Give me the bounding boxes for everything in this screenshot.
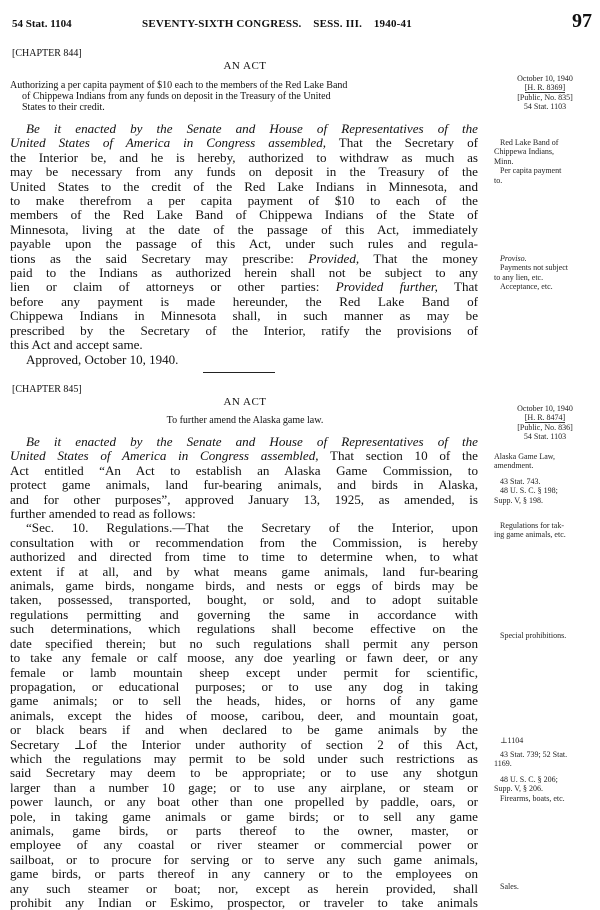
body-text: further amended to read as follows: [10,506,196,522]
body-text: game animals; or to sell the heads, hides, or horns of any game [10,693,478,709]
body-text: such determinations, which regulations shall become effective on the [10,621,478,637]
body-text: United States of America in Congress assembled, [10,448,319,464]
body-line [10,637,478,651]
margin-line: 43 Stat. 739; 52 Stat. [500,750,568,759]
body-text: That the money [359,250,478,266]
body-text: may be necessary from any funds on deposit in the Treasury of the [10,164,478,180]
chapter-844-approved: Approved, October 10, 1940. [26,352,179,367]
chapter-844-margin-note-subject [494,138,596,185]
body-text: Chippewa Indians in Minnesota shall, in such manner as may be [10,308,478,324]
purpose-line: of Chippewa Indians from any funds on deposit in the Treasury of the United [22,91,331,102]
proviso-text: Provided, [308,250,360,266]
proviso-text: Provided further, [335,279,438,295]
body-line [10,507,478,521]
body-line [10,122,478,136]
body-text: game birds, or parts thereof in any cannery or to the employees on [10,866,478,882]
body-line [10,781,478,795]
body-text: to make therefrom a per capita payment of $10 to each of the [10,193,478,209]
body-text: this Act and accept same. [10,337,143,353]
body-line [10,295,478,309]
margin-stat: 54 Stat. 1103 [523,102,567,112]
body-text: protect game animals, land fur-bearing animals, and birds in Alaska, [10,477,478,493]
chapter-845-margin-note-citations [494,477,596,505]
chapter-845-margin-note-subject [494,452,596,471]
margin-bill: [H. R. 8369] [524,83,566,93]
margin-bill: [H. R. 8474] [524,413,566,423]
body-line [10,309,478,323]
margin-stat: 54 Stat. 1103 [523,432,567,442]
body-line [10,208,478,222]
margin-date: October 10, 1940 [517,74,573,83]
body-text: larger than a number 10 gage; or to use any airplane, or steam or [10,779,478,795]
body-text: payable upon the passage of this Act, under such rules and regula- [10,236,478,252]
chapter-845-purpose: To further amend the Alaska game law. [166,415,324,426]
body-line [10,680,478,694]
chapter-845-margin-note-usc [494,775,596,803]
chapter-845-body [10,435,478,910]
body-text: That [437,279,478,295]
body-line [10,593,478,607]
body-text: members of the Red Lake Band of Chippewa Indians of the State of [10,207,478,223]
margin-line: Supp. V, § 206. [494,784,544,794]
body-text: extent if at all, and by what means game animals, land fur-bearing [10,563,478,579]
body-line [10,608,478,622]
chapter-844-margin-note-proviso [494,254,596,292]
body-text: Secretary ⊥of the Interior under authority of section 2 of this Act, [10,736,478,752]
margin-line: ing game animals, etc. [494,530,566,540]
body-text: That section 10 of the [318,448,478,464]
body-line [10,766,478,780]
body-line [10,694,478,708]
body-line [10,896,478,910]
chapter-845-margin-note-regulations [494,521,596,540]
margin-line: Regulations for tak- [500,521,564,530]
page-number: 97 [572,10,592,32]
body-text: and for other purposes”, approved January 13, 1925, as amended, is [10,491,478,507]
body-line [10,565,478,579]
body-text: said Secretary may deem to be appropriate; or to use any shotgun [10,765,478,781]
body-text: date specified therein; but no such regulations shall permit any person [10,635,478,651]
margin-line: Minn. [494,156,514,166]
chapter-844-act-title: AN ACT [223,60,267,72]
margin-line: 48 U. S. C. § 198; [500,486,558,496]
body-line [10,223,478,237]
body-line [10,723,478,737]
margin-line: to any lien, etc. [494,272,544,282]
chapter-844-purpose [10,80,480,113]
body-text: animals, except the hides of moose, caribou, deer, and mountain goat, [10,707,478,723]
margin-line: amendment. [494,461,534,471]
body-line [10,324,478,338]
body-line [10,435,478,449]
margin-line: 1169. [494,759,512,769]
body-text: to take any female or calf moose, any doe yearling or fawn deer, or any [10,650,478,666]
body-line [10,709,478,723]
body-text: Be it enacted by the Senate and House of Representatives of the [26,434,478,449]
chapter-845-margin-note-sales [494,882,596,891]
margin-public-law: [Public, No. 835] [517,92,573,102]
body-line [10,795,478,809]
body-text: pole, in taking game animals or game birds; or to sell any game [10,808,478,824]
body-text: the Interior be, and he is hereby, authorized to withdraw as much as [10,149,478,165]
chapter-845-margin-note-prohibitions [494,631,596,640]
body-text: animals, game birds, or parts thereof to the owner, master, or [10,822,478,838]
body-text: consultation with or recommendation from the Commission, is hereby [10,534,478,550]
body-line [10,838,478,852]
body-line [10,738,478,752]
margin-line: Special prohibitions. [500,631,567,640]
body-line [10,449,478,463]
body-text: paid to the Indians as authorized herein shall not be subject to any [10,265,478,281]
body-text: which the regulations may permit to be sold under such restrictions as [10,750,478,766]
body-text: female or lamb mountain sheep except under permit for scientific, [10,664,478,680]
body-text: prescribed by the Secretary of the Interior, ratify the provisions of [10,322,478,338]
body-line [10,882,478,896]
body-line [10,536,478,550]
margin-line: Acceptance, etc. [500,282,553,292]
chapter-845-margin-note-page-marker [494,736,596,745]
body-line [10,651,478,665]
body-text: regulations permitting and governing the same in accordance with [10,606,478,622]
body-text: United States to the credit of the Red Lake Indians in Minnesota, and [10,178,478,194]
margin-public-law: [Public, No. 836] [517,422,573,432]
body-text: employee of any coastal or river steamer or commercial power or [10,837,478,853]
body-line [10,180,478,194]
running-head: SEVENTY-SIXTH CONGRESS. SESS. III. 1940-41 [142,18,412,30]
body-text: propagation, or educational purposes; or to use any dog in taking [10,678,478,694]
margin-line: Sales. [500,882,519,891]
margin-line: ⊥1104 [500,736,524,745]
page-header [12,10,592,34]
margin-line: Payments not subject [500,263,568,273]
body-line [10,280,478,294]
body-line [10,810,478,824]
body-text: lien or claim of attorneys or other parties: [10,279,336,295]
body-line [10,521,478,535]
chapter-845-label: [CHAPTER 845] [12,384,82,395]
body-text: “Sec. 10. Regulations.—That the Secretary of the Interior, upon [26,520,478,536]
margin-line: 48 U. S. C. § 206; [500,775,558,784]
body-line [10,464,478,478]
body-line [10,824,478,838]
body-line [10,853,478,867]
body-text: power launch, or any boat other than one propelled by paddle, oars, or [10,794,478,810]
body-line [10,478,478,492]
body-text: Minnesota, living at the date of the passage of this Act, immediately [10,221,478,237]
body-line [10,338,478,352]
body-line [10,165,478,179]
margin-line: to. [494,175,503,185]
chapter-845-act-title: AN ACT [223,396,267,408]
body-line [10,151,478,165]
body-text: authorized and directed from time to time to determine when, to what [10,549,478,565]
margin-proviso: Proviso. [500,254,527,263]
body-line [10,493,478,507]
statute-reference: 54 Stat. 1104 [12,18,72,30]
chapter-844-margin-citation [494,74,596,112]
chapter-844-body [10,122,478,353]
margin-line: 43 Stat. 743. [500,477,541,486]
body-line [10,550,478,564]
margin-line: Supp. V, § 198. [494,495,544,505]
margin-line: Per capita payment [500,166,562,176]
purpose-line: Authorizing a per capita payment of $10 each to the members of the Red Lake Band [10,80,348,91]
body-text: any such steamer or boat; nor, except as herein provided, shall [10,880,478,896]
chapter-845-margin-note-stat [494,750,596,769]
body-text: sailboat, or to procure for serving or to serve any such game animals, [10,851,478,867]
body-text: Be it enacted by the Senate and House of Representatives of the [26,121,478,136]
body-text: tions as the said Secretary may prescribe: [10,250,309,266]
body-line [10,237,478,251]
body-line [10,136,478,150]
margin-date: October 10, 1940 [517,404,573,413]
purpose-line: States to their credit. [22,102,105,113]
body-text: taken, possessed, transported, bought, or sold, and to adopt suitable [10,592,478,608]
body-text: United States of America in Congress assembled, [10,135,327,151]
body-text: That the Secretary of [326,135,478,151]
chapter-844-label: [CHAPTER 844] [12,48,82,59]
body-text: prohibit any Indian or Eskimo, prospector, or traveler to take animals [10,895,478,910]
margin-line: Alaska Game Law, [494,452,556,461]
body-line [10,579,478,593]
body-line [10,194,478,208]
body-text: Act entitled “An Act to establish an Alaska Game Commission, to [10,462,478,478]
body-text: before any payment is made hereunder, the Red Lake Band of [10,293,478,309]
section-divider [203,372,275,373]
body-text: animals, game birds, nongame birds, and nests or eggs of birds may be [10,578,478,594]
body-line [10,266,478,280]
body-line [10,666,478,680]
body-line [10,622,478,636]
margin-line: Firearms, boats, etc. [500,793,565,803]
margin-line: Chippewa Indians, [494,147,554,157]
body-line [10,867,478,881]
body-line [10,752,478,766]
margin-line: Red Lake Band of [500,138,559,147]
chapter-845-margin-citation [494,404,596,442]
body-line [10,252,478,266]
body-text: or black bears if and when declared to be game animals by the [10,722,478,738]
